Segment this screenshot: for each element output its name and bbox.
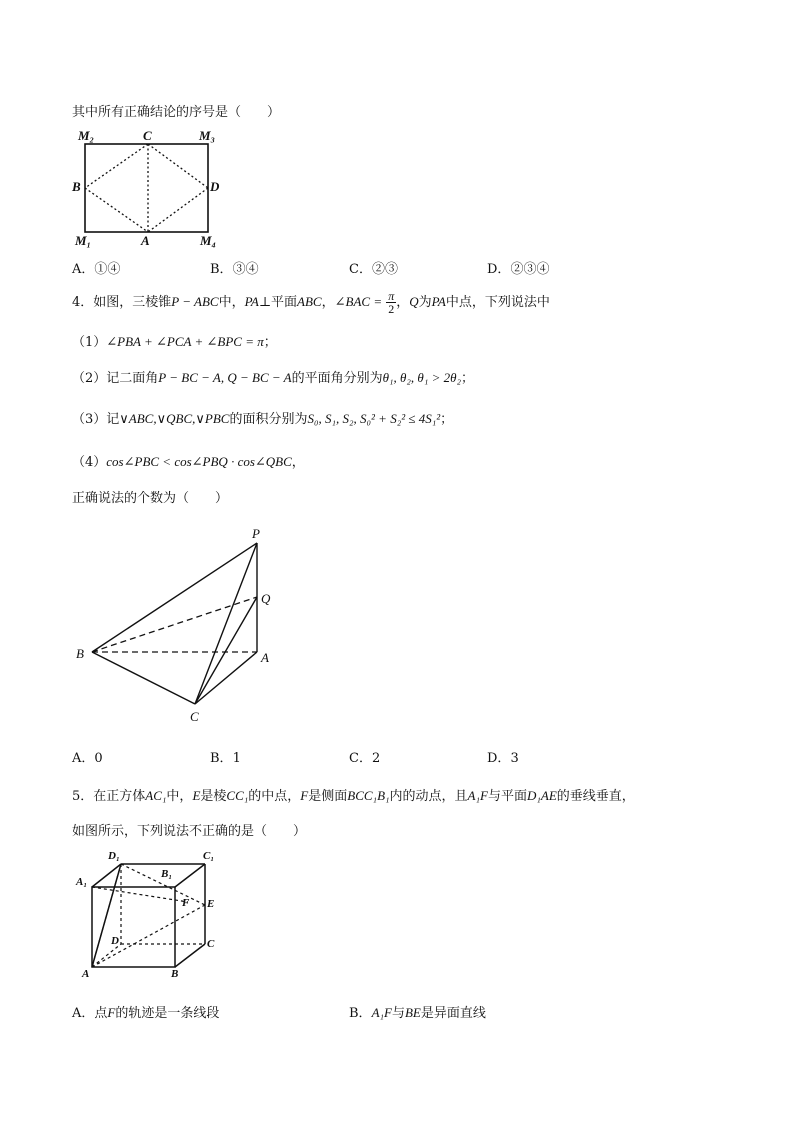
q5-label-b1: B₁ bbox=[161, 868, 173, 880]
q4-statement-1: （1）∠PBA + ∠PCA + ∠BPC = π； bbox=[72, 334, 277, 350]
q4-stem: 4．如图，三棱锥P − ABC中，PA⊥平面ABC，∠BAC = $\frac{\pi}{2}$ ，Q为PA中点，下列说法中 bbox=[72, 289, 550, 316]
q4-label-p: P bbox=[252, 526, 260, 541]
q5-option-b[interactable]: B．A₁F与BE是异面直线 bbox=[349, 1005, 486, 1021]
q5-label-c: C bbox=[207, 938, 215, 950]
q4-label-c: C bbox=[190, 709, 199, 724]
q5-stem-line2: 如图所示，下列说法不正确的是（ ） bbox=[72, 824, 307, 839]
q5-label-d: D bbox=[111, 935, 119, 947]
q4-statement-2: （2）记二面角P − BC − A, Q − BC − A的平面角分别为θ₁, θ₂, θ₁ > 2θ₂； bbox=[72, 370, 475, 386]
q4-label-q: Q bbox=[261, 591, 271, 606]
q4-question: 正确说法的个数为（ ） bbox=[72, 491, 229, 506]
q3-option-c[interactable]: C．②③ bbox=[349, 262, 398, 277]
q4-label-b: B bbox=[76, 646, 84, 661]
q3-label-m4: M₄ bbox=[200, 233, 217, 248]
q4-option-a[interactable]: A．0 bbox=[72, 751, 103, 766]
q3-label-m3: M₃ bbox=[199, 128, 216, 143]
q3-label-d: D bbox=[210, 179, 220, 194]
q4-statement-4: （4）cos∠PBC < cos∠PBQ · cos∠QBC， bbox=[72, 454, 305, 470]
q3-label-m1: M₁ bbox=[75, 233, 92, 248]
q3-option-a[interactable]: A．①④ bbox=[72, 262, 121, 277]
q4-statement-3: （3）记∨ABC,∨QBC,∨PBC的面积分别为S₀, S₁, S₂, S₀² + S₂² ≤ 4S₁²； bbox=[72, 411, 454, 427]
q3-label-m2: M₂ bbox=[78, 128, 95, 143]
q3-label-b: B bbox=[72, 179, 81, 194]
q5-label-f: F bbox=[182, 897, 190, 909]
q5-label-b: B bbox=[171, 968, 179, 980]
q3-label-a: A bbox=[141, 233, 150, 248]
q3-option-b[interactable]: B．③④ bbox=[210, 262, 259, 277]
q5-stem-line1: 5．在正方体AC₁中，E是棱CC₁的中点，F是侧面BCC₁B₁内的动点，且A₁F与平面D₁AE的垂线垂直， bbox=[72, 788, 635, 804]
q4-label-a: A bbox=[261, 650, 269, 665]
q5-label-d1: D₁ bbox=[108, 850, 120, 862]
q4-option-c[interactable]: C．2 bbox=[349, 751, 381, 766]
q4-option-b[interactable]: B．1 bbox=[210, 751, 241, 766]
q5-label-e: E bbox=[207, 898, 215, 910]
q3-option-d[interactable]: D．②③④ bbox=[487, 262, 550, 277]
q5-option-a[interactable]: A．点F的轨迹是一条线段 bbox=[72, 1005, 220, 1021]
q3-label-c: C bbox=[143, 128, 152, 143]
q4-option-d[interactable]: D．3 bbox=[487, 751, 519, 766]
q5-label-a1: A₁ bbox=[76, 876, 88, 888]
q3-stem: 其中所有正确结论的序号是（ ） bbox=[72, 105, 281, 120]
q5-label-a: A bbox=[82, 968, 90, 980]
q5-label-c1: C₁ bbox=[203, 850, 215, 862]
q4-fraction-pi-over-2: $\frac{\pi}{2}$ bbox=[388, 289, 395, 316]
